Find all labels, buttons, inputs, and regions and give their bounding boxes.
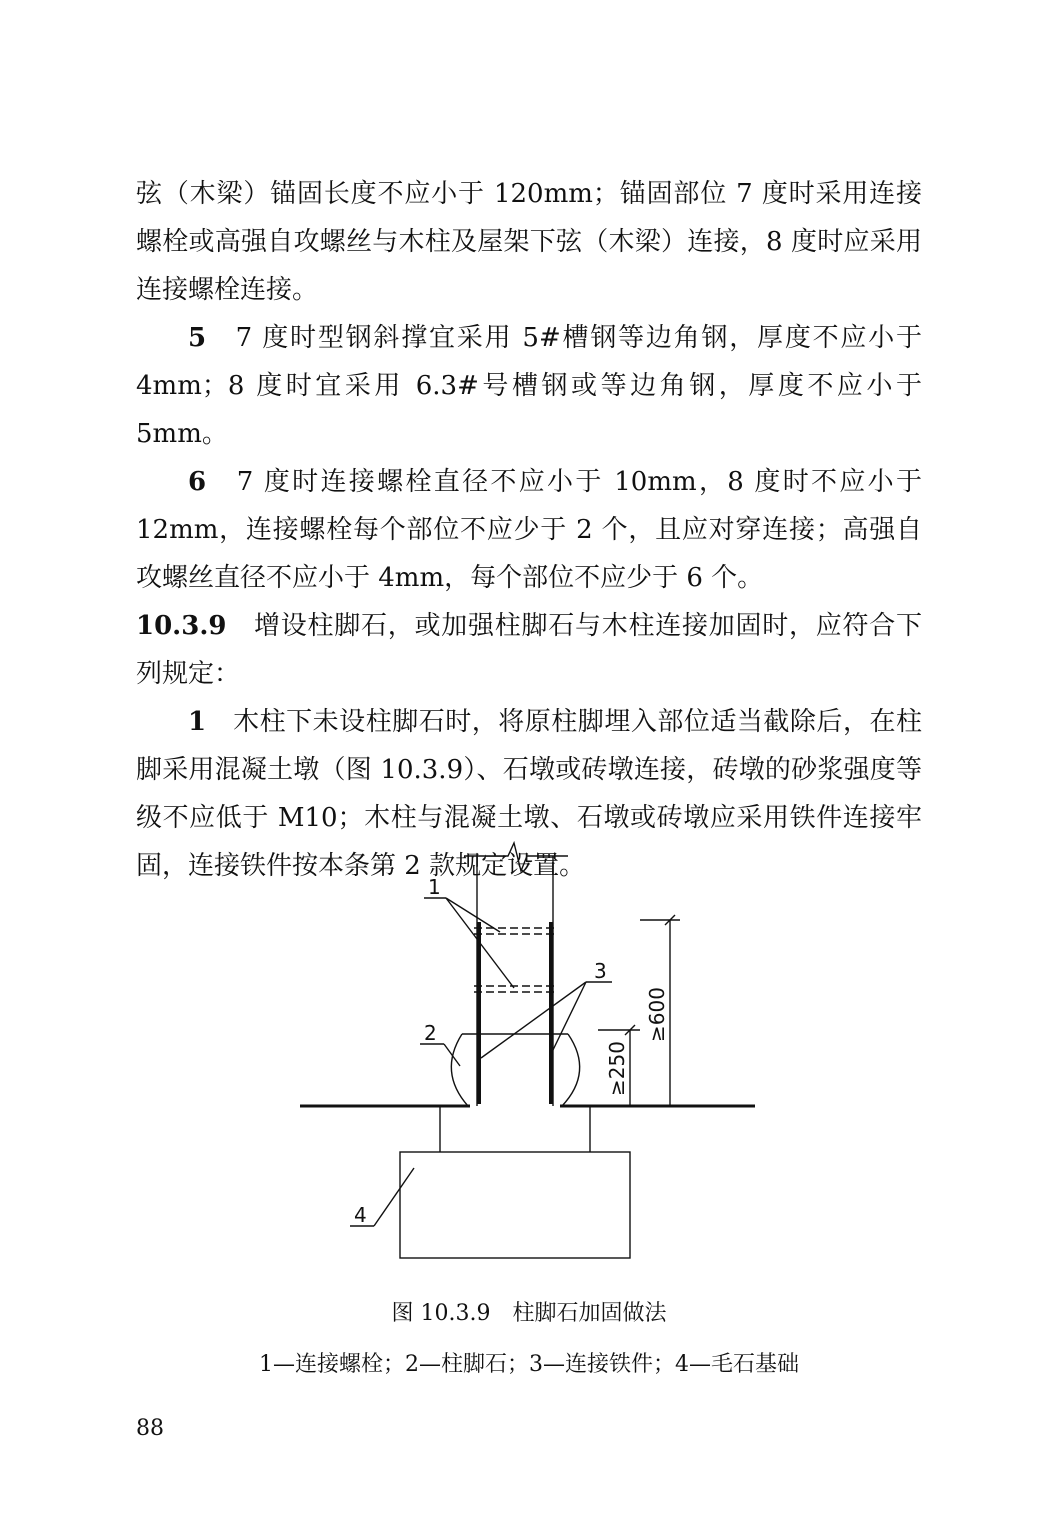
base-stone-right bbox=[562, 1034, 580, 1106]
leader-3-a bbox=[481, 982, 586, 1058]
item-6-text: 7 度时连接螺栓直径不应小于 10mm，8 度时不应小于 12mm，连接螺栓每个部位不应少于 2 个，且应对穿连接；高强自攻螺丝直径不应小于 4mm，每个部位不应少于 6 个。 bbox=[136, 467, 922, 593]
figure-legend: 1—连接螺栓；2—柱脚石；3—连接铁件；4—毛石基础 bbox=[259, 1352, 799, 1377]
figure-caption: 图 10.3.9 柱脚石加固做法 bbox=[391, 1301, 667, 1326]
dim-600-label: ≥600 bbox=[645, 987, 669, 1042]
label-2: 2 bbox=[424, 1021, 437, 1045]
item-5-number: 5 bbox=[188, 323, 207, 353]
leader-3-b bbox=[552, 982, 586, 1052]
item-5-text: 7 度时型钢斜撑宜采用 5#槽钢等边角钢，厚度不应小于 4mm；8 度时宜采用 6.3#号槽钢或等边角钢，厚度不应小于 5mm。 bbox=[136, 323, 922, 449]
item-5 bbox=[136, 314, 922, 458]
rubble-foundation bbox=[400, 1152, 630, 1258]
column-base-figure bbox=[295, 838, 765, 1268]
item-1-number: 1 bbox=[188, 707, 207, 737]
leader-4 bbox=[374, 1168, 414, 1226]
clause-text: 增设柱脚石，或加强柱脚石与木柱连接加固时，应符合下列规定： bbox=[136, 611, 922, 689]
clause-number: 10.3.9 bbox=[136, 611, 227, 641]
item-6 bbox=[136, 458, 922, 602]
leader-1-a bbox=[446, 898, 500, 932]
item-6-number: 6 bbox=[188, 467, 207, 497]
clause-10-3-9 bbox=[136, 602, 922, 698]
body-text bbox=[136, 170, 922, 890]
paragraph-continuation: 弦（木梁）锚固长度不应小于 120mm；锚固部位 7 度时采用连接螺栓或高强自攻螺丝与木柱及屋架下弦（木梁）连接，8 度时应采用连接螺栓连接。 bbox=[136, 179, 922, 305]
item-1-text: 木柱下未设柱脚石时，将原柱脚埋入部位适当截除后，在柱脚采用混凝土墩（图 10.3.9）、石墩或砖墩连接，砖墩的砂浆强度等级不应低于 M10；木柱与混凝土墩、石墩或砖墩应采用铁件连接牢固，连接铁件按本条第 2 款规定设置。 bbox=[136, 707, 922, 881]
page-number: 88 bbox=[136, 1416, 164, 1441]
label-3: 3 bbox=[594, 959, 607, 983]
base-stone-left bbox=[451, 1034, 468, 1106]
label-1: 1 bbox=[428, 875, 441, 899]
label-4: 4 bbox=[354, 1203, 367, 1227]
dim-250-label: ≥250 bbox=[605, 1041, 629, 1096]
